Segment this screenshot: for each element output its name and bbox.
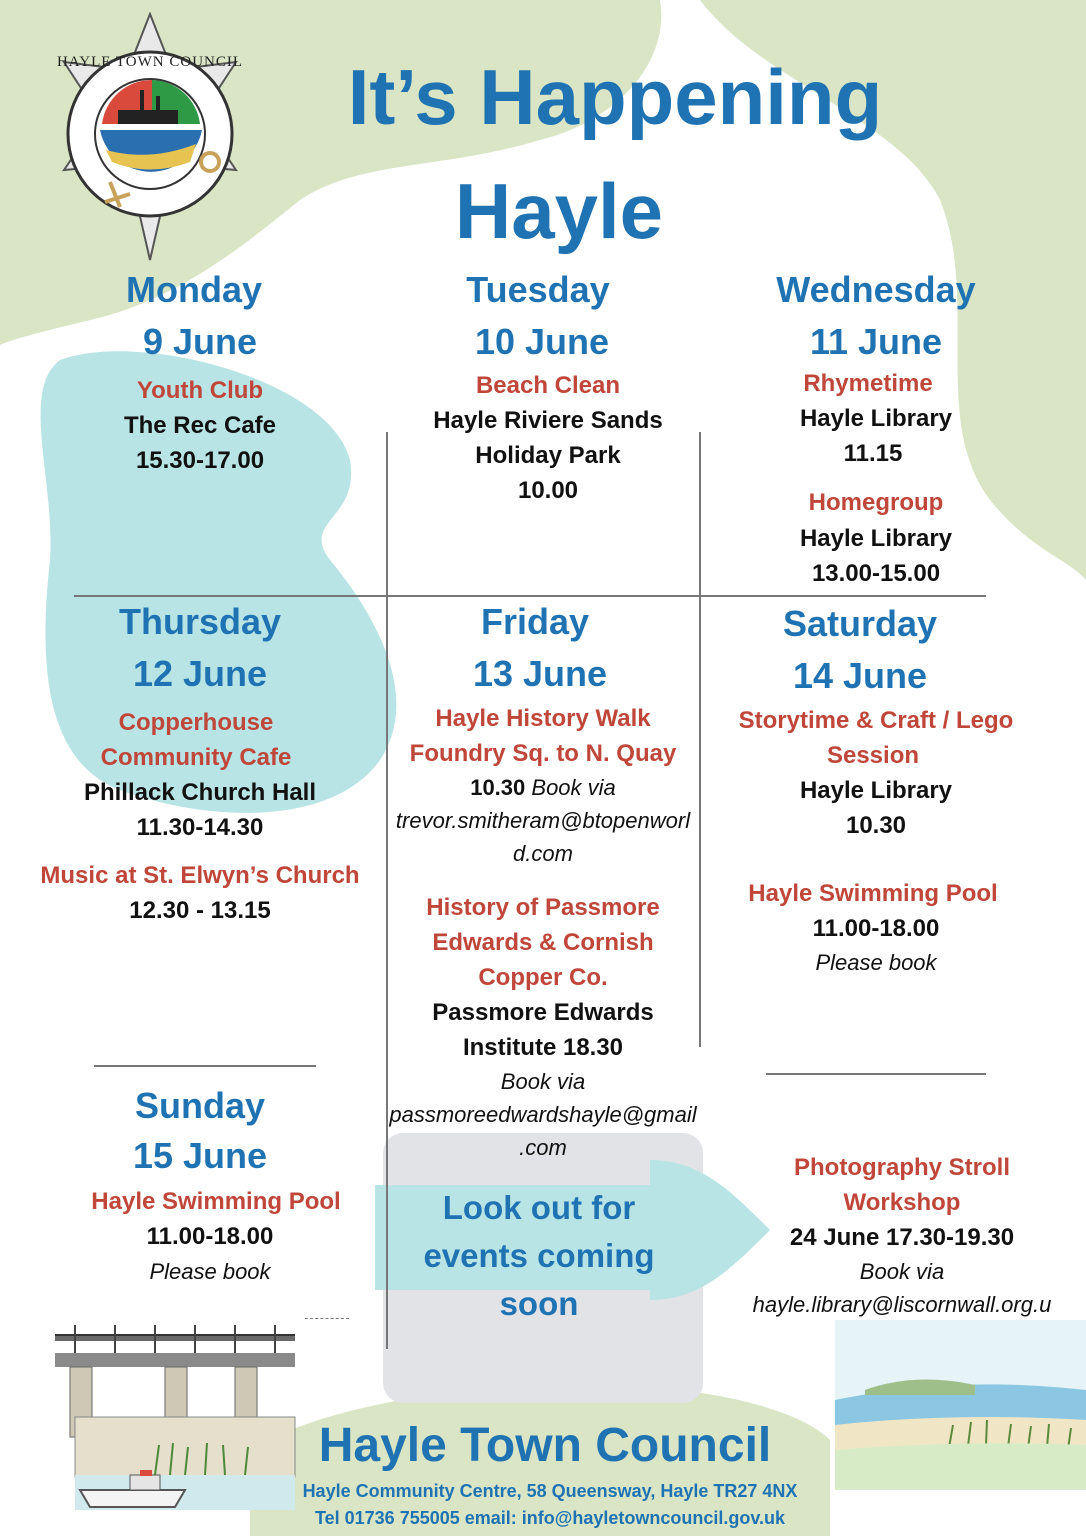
event-name: Beach Clean [475,372,621,399]
coming-soon-line1: Look out for [442,1189,636,1226]
event-name-2: Foundry Sq. to N. Quay [409,740,677,767]
event-name: Storytime & Craft / Lego [738,707,1014,734]
day-name: Monday [125,269,262,310]
footer-contact: Tel 01736 755005 email: info@hayletowncouncil.gov.uk [314,1508,786,1528]
day-date: 12 June [132,653,268,694]
booking-email-2[interactable]: d.com [513,841,573,866]
page-title-line2: Hayle [454,167,664,255]
event-time: 10.30 [845,812,907,839]
event-venue: Hayle Library [799,525,953,552]
boat-icon [80,1490,185,1507]
friday-column [373,601,713,1164]
tuesday-column [378,269,718,508]
event-time: 11.15 [843,440,903,467]
footer-title: Hayle Town Council [318,1419,772,1472]
event-name: Homegroup [808,489,944,516]
saturday-column [706,603,1046,979]
ship-shape [118,110,178,124]
event-venue: Hayle Library [799,405,953,432]
event-time: 11.00-18.00 [812,915,940,942]
monday-column [30,269,370,478]
event-venue: Phillack Church Hall [83,779,317,806]
day-name: Saturday [782,603,938,644]
event-name-2: Edwards & Cornish [432,929,654,956]
day-date: 14 June [792,655,928,696]
event-name: Music at St. Elwyn’s Church [40,862,360,889]
day-date: 9 June [142,321,258,362]
day-name: Wednesday [776,269,976,310]
event-note: Please book [815,950,937,975]
logo-text-top: HAYLE TOWN COUNCIL [56,54,244,70]
event-name: Hayle History Walk [435,705,651,732]
thursday-column [30,601,370,928]
divider-sunday [94,1065,316,1067]
event-name: Hayle Swimming Pool [748,880,998,907]
event-name-3: Copper Co. [478,964,608,991]
beach-illustration [835,1320,1086,1490]
coming-soon-line3: soon [499,1285,579,1322]
day-date: 10 June [474,321,610,362]
event-time: 11.00-18.00 [146,1223,274,1250]
event-time: 10.30 [470,775,526,800]
event-venue-time: Institute 18.30 [462,1034,624,1061]
council-logo [40,12,260,262]
divider-upcoming [766,1073,986,1075]
event-time: 11.30-14.30 [136,814,264,841]
event-venue: Hayle Library [799,777,953,804]
event-venue-2: Holiday Park [475,442,621,469]
day-name: Friday [480,601,590,642]
event-name-2: Workshop [843,1189,961,1216]
day-name: Tuesday [466,269,610,310]
footer-address: Hayle Community Centre, 58 Queensway, Hayle TR27 4NX [302,1481,798,1501]
event-name: Youth Club [136,377,264,404]
coming-soon-line2: events coming [423,1237,655,1274]
event-note: Please book [149,1259,271,1284]
event-time: 15.30-17.00 [135,447,265,474]
sunday-column [30,1085,370,1288]
day-date: 13 June [472,653,608,694]
dash-decoration [305,1318,349,1319]
booking-label: Book via [500,1069,586,1094]
event-venue: Passmore Edwards [432,999,654,1026]
event-name: History of Passmore [426,894,660,921]
event-date-time: 24 June 17.30-19.30 [789,1224,1015,1251]
day-date: 15 June [132,1135,268,1176]
page-title-line1: It’s Happening [347,53,883,141]
event-time: 10.00 [517,477,579,504]
event-name: Copperhouse [118,709,274,736]
event-name: Photography Stroll [794,1154,1010,1181]
booking-email[interactable]: passmoreedwardshayle@gmail [389,1102,697,1127]
event-name: Hayle Swimming Pool [91,1188,341,1215]
booking-label: Book via [859,1259,945,1284]
wednesday-column [706,269,1046,591]
booking-email[interactable]: hayle.library@liscornwall.org.u [752,1292,1052,1317]
event-time-row [373,771,713,804]
booking-label: Book via [531,775,616,800]
event-name: Rhymetime [803,370,933,397]
day-name: Thursday [118,601,282,642]
event-venue: The Rec Cafe [123,412,277,439]
booking-email-2[interactable]: .com [519,1135,567,1160]
divider-middle [74,595,986,597]
event-name-2: Community Cafe [100,744,292,771]
day-date: 11 June [809,321,943,362]
event-time: 12.30 - 13.15 [129,897,271,924]
day-name: Sunday [134,1085,266,1126]
event-venue: Hayle Riviere Sands [433,407,663,434]
event-time: 13.00-15.00 [811,560,941,587]
event-name-2: Session [826,742,920,769]
coming-soon-box [380,1184,698,1328]
booking-email[interactable]: trevor.smitheram@btopenworl [395,808,691,833]
